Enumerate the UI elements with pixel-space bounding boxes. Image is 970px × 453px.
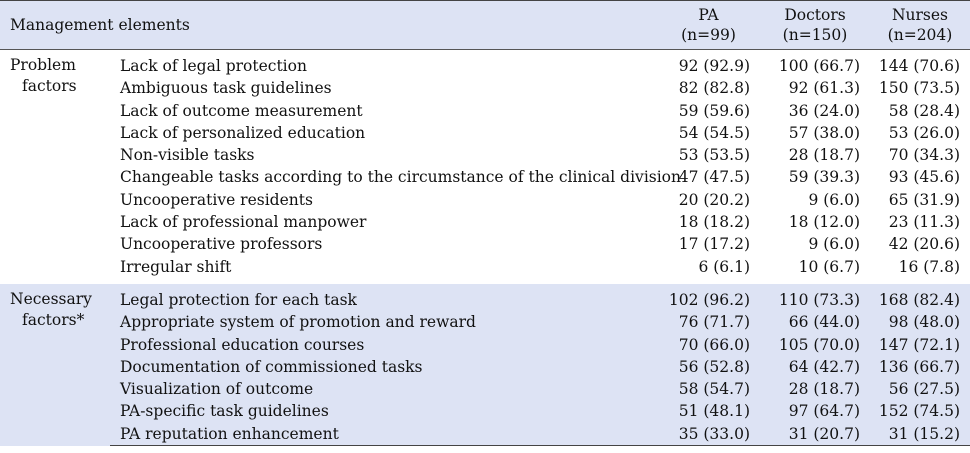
- cell-doctors: 31 (20.7): [760, 423, 870, 446]
- cell-pa: 82 (82.8): [678, 79, 750, 98]
- table-row: [0, 400, 970, 422]
- table-row: [0, 356, 970, 378]
- table-row: [0, 166, 970, 188]
- cell-item: Lack of professional manpower: [120, 213, 367, 232]
- cell-doctors: 92 (61.3): [788, 79, 860, 98]
- cell-nurses: 147 (72.1): [878, 335, 960, 354]
- header-row: [0, 1, 970, 50]
- cell-pa: 54 (54.5): [678, 123, 750, 142]
- table-row: [0, 256, 970, 284]
- cell-nurses: 150 (73.5): [878, 79, 960, 98]
- cell-pa: 51 (48.1): [678, 402, 750, 421]
- cell-item: Visualization of outcome: [120, 380, 314, 399]
- cell-item: Changeable tasks according to the circumstance of the clinical division: [120, 168, 681, 187]
- table-row: [0, 378, 970, 400]
- cell-item: PA-specific task guidelines: [120, 402, 329, 421]
- cell-item: Irregular shift: [120, 257, 232, 276]
- header-doctors: [760, 1, 870, 50]
- cell-pa: 76 (71.7): [678, 313, 750, 332]
- cell-item: Ambiguous task guidelines: [120, 79, 332, 98]
- cell-nurses: 58 (28.4): [888, 101, 960, 120]
- cell-pa: 6 (6.1): [698, 257, 750, 276]
- table-row: [0, 423, 970, 446]
- cell-doctors: 28 (18.7): [788, 146, 860, 165]
- cell-doctors: 59 (39.3): [788, 168, 860, 187]
- table-row: [0, 122, 970, 144]
- header-doctors-n: (n=150): [782, 26, 848, 44]
- table-row: [0, 334, 970, 356]
- cell-nurses: 152 (74.5): [878, 402, 960, 421]
- cell-nurses: 53 (26.0): [888, 123, 960, 142]
- cell-pa: 58 (54.7): [678, 380, 750, 399]
- cell-nurses: 31 (15.2): [870, 423, 970, 446]
- cell-item: PA reputation enhancement: [110, 423, 657, 446]
- cell-pa: 53 (53.5): [678, 146, 750, 165]
- cell-item: Lack of personalized education: [120, 123, 366, 142]
- cell-nurses: 136 (66.7): [878, 357, 960, 376]
- table-row: [0, 50, 970, 78]
- cell-pa: 47 (47.5): [678, 168, 750, 187]
- cell-nurses: 65 (31.9): [888, 190, 960, 209]
- header-pa-n: (n=99): [681, 26, 736, 44]
- category-problem-factors-line: Problem: [10, 56, 76, 74]
- table-row: [0, 284, 970, 311]
- cell-doctors: 57 (38.0): [788, 123, 860, 142]
- category-problem-factors: [0, 50, 110, 284]
- cell-item: Uncooperative professors: [120, 235, 323, 254]
- cell-pa: 18 (18.2): [678, 213, 750, 232]
- cell-pa: 59 (59.6): [678, 101, 750, 120]
- cell-item: Documentation of commissioned tasks: [120, 357, 423, 376]
- cell-doctors: 110 (73.3): [778, 290, 860, 309]
- cell-doctors: 36 (24.0): [788, 101, 860, 120]
- cell-nurses: 70 (34.3): [888, 146, 960, 165]
- cell-doctors: 9 (6.0): [808, 235, 860, 254]
- table-row: [0, 189, 970, 211]
- table-row: [0, 233, 970, 255]
- header-nurses-n: (n=204): [887, 26, 953, 44]
- header-pa-label: PA: [698, 6, 719, 24]
- cell-item: Non-visible tasks: [120, 146, 255, 165]
- cell-item: Lack of outcome measurement: [120, 101, 363, 120]
- cell-pa: 56 (52.8): [678, 357, 750, 376]
- category-necessary-factors-line: Necessary: [10, 289, 92, 308]
- cell-item: Appropriate system of promotion and reward: [120, 313, 476, 332]
- cell-pa: 35 (33.0): [657, 423, 760, 446]
- cell-doctors: 10 (6.7): [798, 257, 860, 276]
- table-row: [0, 144, 970, 166]
- cell-doctors: 66 (44.0): [788, 313, 860, 332]
- cell-nurses: 168 (82.4): [878, 290, 960, 309]
- cell-doctors: 105 (70.0): [778, 335, 860, 354]
- cell-item: Uncooperative residents: [120, 190, 313, 209]
- cell-nurses: 16 (7.8): [898, 257, 960, 276]
- cell-doctors: 100 (66.7): [778, 57, 860, 75]
- header-pa: [657, 1, 760, 50]
- problem-factors-section: [0, 50, 970, 284]
- header-nurses: [870, 1, 970, 50]
- cell-doctors: 97 (64.7): [788, 402, 860, 421]
- table-row: [0, 311, 970, 333]
- category-necessary-factors-line: factors*: [22, 310, 85, 329]
- necessary-factors-section: [0, 284, 970, 446]
- cell-pa: 20 (20.2): [678, 190, 750, 209]
- cell-nurses: 93 (45.6): [888, 168, 960, 187]
- cell-pa: 70 (66.0): [678, 335, 750, 354]
- cell-pa: 17 (17.2): [678, 235, 750, 254]
- cell-item: Lack of legal protection: [120, 57, 307, 75]
- category-problem-factors-line: factors: [22, 77, 77, 95]
- cell-doctors: 18 (12.0): [788, 213, 860, 232]
- header-management-elements: Management elements: [0, 1, 657, 50]
- cell-nurses: 23 (11.3): [888, 213, 960, 232]
- cell-nurses: 56 (27.5): [888, 380, 960, 399]
- cell-pa: 92 (92.9): [678, 57, 750, 75]
- cell-nurses: 144 (70.6): [878, 57, 960, 75]
- table-row: [0, 77, 970, 99]
- cell-doctors: 9 (6.0): [808, 190, 860, 209]
- table-row: [0, 211, 970, 233]
- cell-item: Legal protection for each task: [120, 290, 357, 309]
- cell-doctors: 28 (18.7): [788, 380, 860, 399]
- header-doctors-label: Doctors: [784, 6, 846, 24]
- cell-nurses: 98 (48.0): [888, 313, 960, 332]
- table-row: [0, 100, 970, 122]
- category-necessary-factors: [0, 284, 110, 446]
- cell-nurses: 42 (20.6): [888, 235, 960, 254]
- cell-pa: 102 (96.2): [668, 290, 750, 309]
- header-nurses-label: Nurses: [891, 6, 949, 24]
- cell-item: Professional education courses: [120, 335, 365, 354]
- cell-doctors: 64 (42.7): [788, 357, 860, 376]
